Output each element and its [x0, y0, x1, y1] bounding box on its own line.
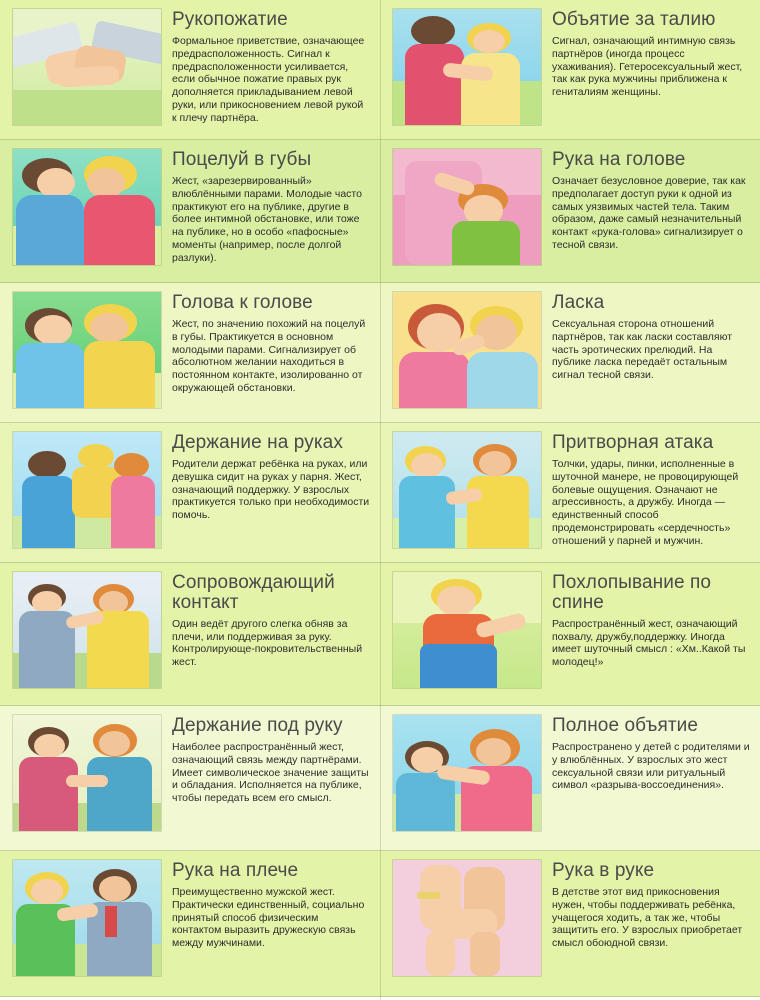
- card-head-to-head: [0, 283, 380, 423]
- card-holding-in-arms: [0, 423, 380, 563]
- guiding-contact-illustration: [12, 571, 162, 689]
- card-description: В детстве этот вид прикосновения нужен, чтобы поддерживать ребёнка, учащегося ходить, а так же, чтобы защитить его. У взрослых приобретает смысл обоюдной связи.: [552, 885, 743, 950]
- card-description: Сексуальная сторона отношений партнёров, так как ласки составляют часть эротических прелюдий. На публике ласка передаёт остальным сигнал тесной связи.: [552, 317, 733, 382]
- card-hand-in-hand: [380, 851, 760, 997]
- card-title: Ласка: [552, 292, 605, 313]
- card-waist-hug: [380, 0, 760, 140]
- card-title: Рука на голове: [552, 149, 686, 170]
- card-title: Сопровождающий контакт: [172, 572, 335, 613]
- card-description: Распространённый жест, означающий похвалу, дружбу,поддержку. Иногда имеет шуточный смысл : «Хм..Какой ты молодец!»: [552, 617, 746, 669]
- handshake-illustration: [12, 8, 162, 126]
- mock-attack-illustration: [392, 431, 542, 549]
- card-pat-on-back: [380, 563, 760, 706]
- card-description: Толчки, удары, пинки, исполненные в шуточной манере, не провоцирующей болевые ощущения. Означают не агрессивность, а дружбу. Иногда — единственный способ продемонстрировать «сердечность» отношений у парней и мужчин.: [552, 457, 739, 547]
- hand-in-hand-illustration: [392, 859, 542, 977]
- caress-illustration: [392, 291, 542, 409]
- card-title: Полное объятие: [552, 715, 699, 736]
- card-description: Означает безусловное доверие, так как предполагает доступ руки к одной из самых уязвимых частей тела. Таким образом, даже самый незначительный контакт «рука-голова» сигнализирует о тесной связи.: [552, 174, 746, 251]
- card-handshake: [0, 0, 380, 140]
- card-mock-attack: [380, 423, 760, 563]
- card-description: Жест, «зарезервированный» влюблёнными парами. Молодые часто практикуют его на публике, другие в более интимной обстановке, или тоже на публике, но в особо «пафосные» моменты (например, после долгой разлуки).: [172, 174, 362, 264]
- card-hand-on-shoulder: [0, 851, 380, 997]
- card-description: Один ведёт другого слегка обняв за плечи, или поддерживая за руку. Контролирующе-покровительственный жест.: [172, 617, 363, 669]
- hand-on-head-illustration: [392, 148, 542, 266]
- holding-in-arms-illustration: [12, 431, 162, 549]
- head-to-head-illustration: [12, 291, 162, 409]
- card-description: Распространено у детей с родителями и у влюблённых. У взрослых это жест сексуальной связи или ритуальный символ «разрыва-воссоединения».: [552, 740, 750, 792]
- card-description: Родители держат ребёнка на руках, или девушка сидит на руках у парня. Жест, означающий поддержку. У взрослых практикуется только при необходимости помочь.: [172, 457, 370, 522]
- card-title: Объятие за талию: [552, 9, 716, 30]
- card-full-hug: [380, 706, 760, 851]
- card-guiding-contact: [0, 563, 380, 706]
- full-hug-illustration: [392, 714, 542, 832]
- hand-on-shoulder-illustration: [12, 859, 162, 977]
- card-kiss: [0, 140, 380, 283]
- card-description: Преимущественно мужской жест. Практически единственный, социально принятый способ физическим контактом выразить дружескую связь между мужчинами.: [172, 885, 365, 950]
- card-description: Формальное приветствие, означающее предрасположенность. Сигнал к предрасположенности усиливается, если обычное пожатие правых рук дополняется прикладыванием левой руки, или прикосновением левой рукой к плечу партнёра.: [172, 34, 365, 124]
- card-title: Похлопывание по спине: [552, 572, 712, 613]
- card-title: Рука на плече: [172, 860, 299, 881]
- card-title: Голова к голове: [172, 292, 313, 313]
- card-arm-in-arm: [0, 706, 380, 851]
- card-title: Рукопожатие: [172, 9, 288, 30]
- card-title: Держание под руку: [172, 715, 343, 736]
- arm-in-arm-illustration: [12, 714, 162, 832]
- card-description: Сигнал, означающий интимную связь партнёров (иногда процесс ухаживания). Гетеросексуальный жест, так как рука мужчины приближена к гениталиям женщины.: [552, 34, 743, 99]
- card-title: Притворная атака: [552, 432, 714, 453]
- pat-on-back-illustration: [392, 571, 542, 689]
- kiss-illustration: [12, 148, 162, 266]
- card-description: Наиболее распространённый жест, означающий связь между партнёрами. Имеет символическое значение защиты и обладания. Исполняется на публике, чтобы передать всем его смысл.: [172, 740, 369, 805]
- card-title: Держание на руках: [172, 432, 343, 453]
- waist-hug-illustration: [392, 8, 542, 126]
- card-hand-on-head: [380, 140, 760, 283]
- card-description: Жест, по значению похожий на поцелуй в губы. Практикуется в основном молодыми парами. Сигнализирует об абсолютном желании находиться в постоянном контакте, изолированно от окружающей обстановки.: [172, 317, 366, 394]
- column-divider: [380, 0, 381, 1000]
- card-caress: [380, 283, 760, 423]
- card-title: Поцелуй в губы: [172, 149, 312, 170]
- card-title: Рука в руке: [552, 860, 655, 881]
